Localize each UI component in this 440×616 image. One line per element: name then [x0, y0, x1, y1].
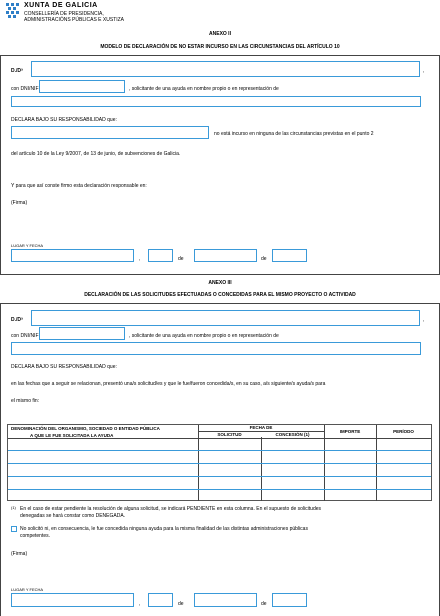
annex3-year-field[interactable] [272, 593, 307, 607]
annex3-title: DECLARACIÓN DE LAS SOLICITUDES EFECTUADAS O CONCEDIDAS PARA EL MISMO PROYECTO O ACTIVIDAD [84, 292, 356, 298]
annex2-dni-field[interactable] [39, 80, 125, 93]
annex3-mismo-fin: el mismo fin: [11, 398, 40, 404]
annex2-de-1: de [178, 256, 184, 262]
annex3-place-field[interactable] [11, 593, 134, 607]
annex2-signature-label: (Firma) [11, 200, 28, 206]
annex2-top-rule [0, 55, 440, 56]
annex2-day-field[interactable] [148, 249, 173, 262]
annex3-declara: DECLARA BAJO SU RESPONSABILIDAD que: [11, 364, 117, 370]
annex3-top-rule [0, 303, 440, 304]
annex2-place-comma: , [139, 256, 141, 262]
annex2-bottom-rule [0, 274, 440, 275]
annex3-day-field[interactable] [148, 593, 173, 607]
annex3-place-comma: , [139, 601, 141, 607]
annex2-article-text: del artículo 10 de la Ley 9/2007, de 13 de junio, de subvenciones de Galicia. [11, 151, 181, 157]
annex2-title: MODELO DE DECLARACIÓN DE NO ESTAR INCURSO EN LAS CIRCUNSTANCIAS DEL ARTÍCULO 10 [100, 44, 340, 50]
xunta-logo [6, 3, 20, 19]
annex2-month-field[interactable] [194, 249, 257, 262]
brand-name: XUNTA DE GALICIA [24, 2, 98, 9]
annex3-dni-field[interactable] [39, 327, 125, 340]
no-solicito-checkbox[interactable] [11, 526, 17, 532]
annex2-dni-suffix: , solicitante de una ayuda en nombre propio o en representación de [129, 86, 279, 92]
annex3-representation-field[interactable] [11, 342, 421, 355]
annex2-conste-text: Y para que así conste firmo esta declaración responsable en: [11, 183, 147, 189]
annex3-fechas-text: en las fechas que a seguir se relacionan, presentó una/s solicitud/es y que le fue/fueron concedida/s, en su caso, a/s siguiente/s ayuda/s para [11, 381, 326, 387]
table-header-organismo-2: A QUE LE FUE SOLICITADA LA AYUDA [30, 433, 114, 438]
annex2-left-rule [0, 55, 1, 275]
annex2-place-field[interactable] [11, 249, 134, 262]
annex3-place-date-label: LUGAR Y FECHA [11, 587, 44, 592]
footnote-marker: (1) [11, 505, 16, 510]
annex2-representation-field[interactable] [11, 96, 421, 107]
annex2-declara: DECLARA BAJO SU RESPONSABILIDAD que: [11, 117, 117, 123]
annex2-year-field[interactable] [272, 249, 307, 262]
applications-table [7, 424, 432, 501]
table-header-fecha: FECHA DE [249, 425, 273, 430]
annex2-label: ANEXO II [209, 31, 231, 37]
table-header-solicitud: SOLICITUD [217, 432, 242, 437]
table-header-organismo-1: DENOMINACIÓN DEL ORGANISMO, SOCIEDAD O ENTIDAD PÚBLICA [11, 426, 160, 431]
annex2-comma: , [423, 68, 425, 74]
department-line-2: ADMINISTRACIÓNS PÚBLICAS E XUSTIZA [24, 17, 125, 23]
annex3-left-rule [0, 303, 1, 616]
annex3-dni-suffix: , solicitante de una ayuda en nombre propio o en representación de [129, 333, 279, 339]
table-header-concesion: CONCESIÓN (1) [275, 432, 310, 437]
footnote-line-2: denegadas se hará constar como DENEGADA. [20, 513, 126, 519]
annex2-name-label: D./Dª [11, 68, 23, 74]
annex3-de-1: de [178, 601, 184, 607]
annex3-month-field[interactable] [194, 593, 257, 607]
annex2-place-date-label: LUGAR Y FECHA [11, 243, 44, 248]
annex3-comma: , [423, 317, 425, 323]
annex3-name-label: D./Dª [11, 317, 23, 323]
no-solicito-line-1: No solicitó ni, en consecuencia, le fue concedida ninguna ayuda para la misma finalidad de las distintas administraciones públicas [20, 526, 308, 532]
annex2-de-2: de [261, 256, 267, 262]
annex2-name-field[interactable] [31, 61, 420, 77]
annex3-signature-label: (Firma) [11, 551, 28, 557]
annex3-label: ANEXO III [208, 280, 232, 286]
table-header-periodo: PERÍODO [393, 429, 414, 434]
annex3-name-field[interactable] [31, 310, 420, 326]
footnote-line-1: En el caso de estar pendiente la resolución de alguna solicitud, se indicará PENDIENTE en esta columna. En el supuesto de solicitudes [20, 506, 322, 512]
annex2-incurso-text: no está incurso en ninguna de las circunstancias previstas en el punto 2 [214, 131, 374, 137]
annex2-dni-label: con DNI/NIF [11, 86, 39, 92]
department-line-1: CONSELLERÍA DE PRESIDENCIA, [24, 11, 104, 17]
annex3-dni-label: con DNI/NIF [11, 333, 39, 339]
annex2-declara-field[interactable] [11, 126, 209, 139]
table-header-importe: IMPORTE [339, 429, 361, 434]
no-solicito-line-2: competentes. [20, 533, 51, 539]
annex3-de-2: de [261, 601, 267, 607]
